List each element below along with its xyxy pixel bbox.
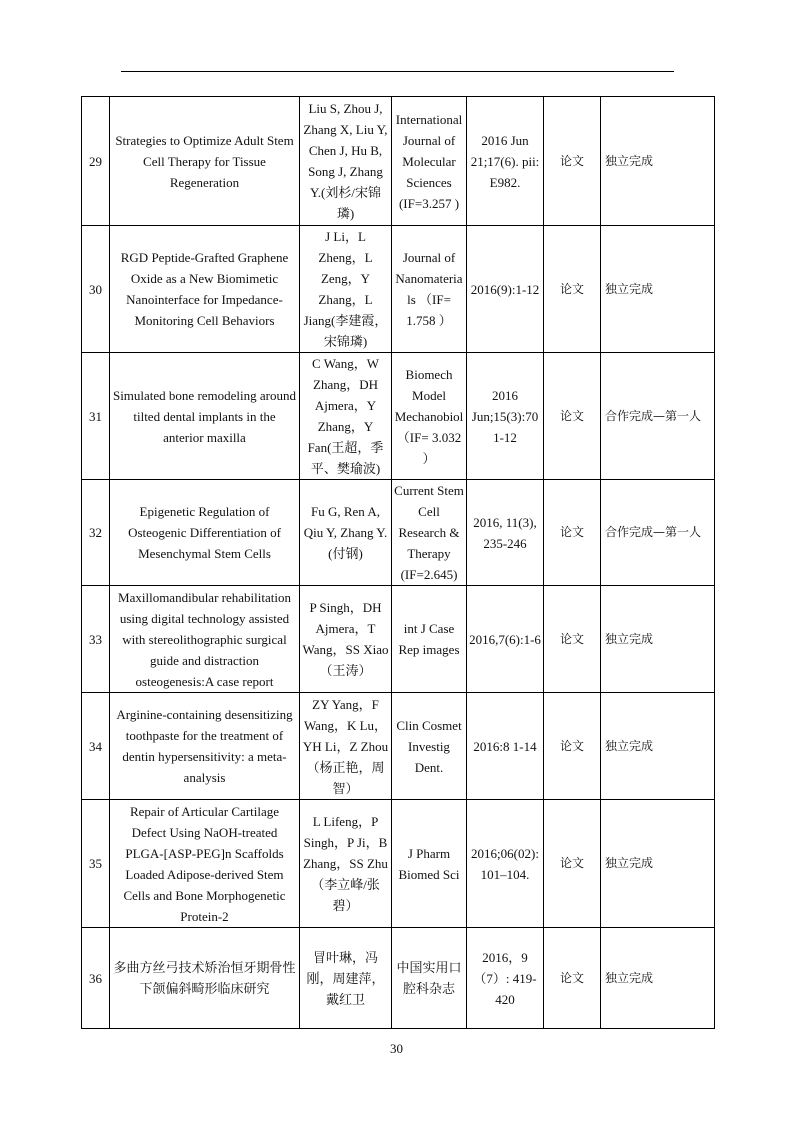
completion-status: 合作完成—第一人 (601, 480, 715, 586)
authors: P Singh，DH Ajmera，T Wang，SS Xiao（王涛） (300, 586, 392, 693)
paper-title: Simulated bone remodeling around tilted dental implants in the anterior maxilla (110, 353, 300, 480)
table-row (82, 226, 715, 353)
journal: Biomech Model Mechanobiol （IF= 3.032 ） (392, 353, 467, 480)
category: 论文 (544, 693, 601, 800)
completion-status: 合作完成—第一人 (601, 353, 715, 480)
row-number: 34 (82, 693, 110, 800)
row-number: 30 (82, 226, 110, 353)
table-row (82, 353, 715, 480)
completion-status: 独立完成 (601, 800, 715, 928)
category: 论文 (544, 480, 601, 586)
journal: Current Stem Cell Research & Therapy (IF=2.645) (392, 480, 467, 586)
table-row (82, 97, 715, 226)
completion-status: 独立完成 (601, 928, 715, 1029)
category: 论文 (544, 353, 601, 480)
category: 论文 (544, 800, 601, 928)
authors: J Li，L Zheng，L Zeng，Y Zhang，L Jiang(李建霞，宋锦璘) (300, 226, 392, 353)
authors: 冒叶琳，冯刚，周建萍，戴红卫 (300, 928, 392, 1029)
authors: L Lifeng，P Singh，P Ji，B Zhang，SS Zhu（李立峰/张碧） (300, 800, 392, 928)
completion-status: 独立完成 (601, 586, 715, 693)
journal: 中国实用口腔科杂志 (392, 928, 467, 1029)
publication-date: 2016:8 1-14 (467, 693, 544, 800)
paper-title: Maxillomandibular rehabilitation using digital technology assisted with stereolithographic surgical guide and distraction osteogenesis:A case report (110, 586, 300, 693)
authors: Liu S, Zhou J, Zhang X, Liu Y, Chen J, Hu B, Song J, Zhang Y.(刘杉/宋锦璘) (300, 97, 392, 226)
authors: Fu G, Ren A, Qiu Y, Zhang Y.(付钢) (300, 480, 392, 586)
category: 论文 (544, 97, 601, 226)
table-row (82, 800, 715, 928)
table-row (82, 586, 715, 693)
journal: int J Case Rep images (392, 586, 467, 693)
row-number: 36 (82, 928, 110, 1029)
table-row (82, 928, 715, 1029)
page-number: 30 (390, 1041, 403, 1056)
paper-title: Repair of Articular Cartilage Defect Using NaOH-treated PLGA-[ASP-PEG]n Scaffolds Loaded Adipose-derived Stem Cells and Bone Morphogenetic Protein-2 (110, 800, 300, 928)
publication-date: 2016 Jun;15(3):701-12 (467, 353, 544, 480)
table-row (82, 693, 715, 800)
paper-title: RGD Peptide-Grafted Graphene Oxide as a New Biomimetic Nanointerface for Impedance-Monitoring Cell Behaviors (110, 226, 300, 353)
journal: Clin Cosmet Investig Dent. (392, 693, 467, 800)
paper-title: Epigenetic Regulation of Osteogenic Differentiation of Mesenchymal Stem Cells (110, 480, 300, 586)
header-rule (121, 71, 674, 72)
completion-status: 独立完成 (601, 97, 715, 226)
paper-title: Strategies to Optimize Adult Stem Cell Therapy for Tissue Regeneration (110, 97, 300, 226)
category: 论文 (544, 928, 601, 1029)
publications-table (81, 96, 715, 1029)
journal: J Pharm Biomed Sci (392, 800, 467, 928)
category: 论文 (544, 226, 601, 353)
publication-date: 2016, 11(3), 235-246 (467, 480, 544, 586)
publication-date: 2016,7(6):1-6 (467, 586, 544, 693)
category: 论文 (544, 586, 601, 693)
publication-date: 2016(9):1-12 (467, 226, 544, 353)
row-number: 31 (82, 353, 110, 480)
row-number: 29 (82, 97, 110, 226)
row-number: 35 (82, 800, 110, 928)
journal: International Journal of Molecular Sciences (IF=3.257 ) (392, 97, 467, 226)
row-number: 32 (82, 480, 110, 586)
completion-status: 独立完成 (601, 226, 715, 353)
row-number: 33 (82, 586, 110, 693)
journal: Journal of Nanomaterials （IF= 1.758 ） (392, 226, 467, 353)
paper-title: Arginine-containing desensitizing toothpaste for the treatment of dentin hypersensitivity: a meta-analysis (110, 693, 300, 800)
authors: C Wang，W Zhang，DH Ajmera，Y Zhang，Y Fan(王超，季平、樊瑜波) (300, 353, 392, 480)
completion-status: 独立完成 (601, 693, 715, 800)
publication-date: 2016，9（7）: 419-420 (467, 928, 544, 1029)
paper-title: 多曲方丝弓技术矫治恒牙期骨性下颌偏斜畸形临床研究 (110, 928, 300, 1029)
table-row (82, 480, 715, 586)
authors: ZY Yang，F Wang，K Lu，YH Li，Z Zhou（杨正艳，周智） (300, 693, 392, 800)
publication-date: 2016 Jun 21;17(6). pii: E982. (467, 97, 544, 226)
publication-date: 2016;06(02): 101–104. (467, 800, 544, 928)
